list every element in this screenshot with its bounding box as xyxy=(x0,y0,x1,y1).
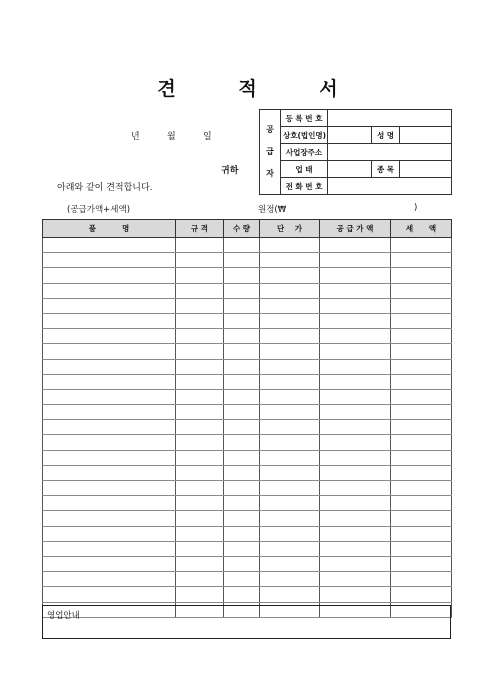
company-field[interactable] xyxy=(328,127,372,144)
table-cell[interactable] xyxy=(320,496,391,511)
table-cell[interactable] xyxy=(320,313,391,328)
table-cell[interactable] xyxy=(43,587,176,602)
table-cell[interactable] xyxy=(320,374,391,389)
table-cell[interactable] xyxy=(391,435,452,450)
table-cell[interactable] xyxy=(260,405,320,420)
table-cell[interactable] xyxy=(176,313,224,328)
table-cell[interactable] xyxy=(43,283,176,298)
table-cell[interactable] xyxy=(391,481,452,496)
table-cell[interactable] xyxy=(260,465,320,480)
table-cell[interactable] xyxy=(260,496,320,511)
date-day-label: 일 xyxy=(203,132,212,142)
table-cell[interactable] xyxy=(320,435,391,450)
total-close-paren: ) xyxy=(414,203,418,213)
table-cell[interactable] xyxy=(176,481,224,496)
header-unit-price: 단 가 xyxy=(260,220,320,238)
table-cell[interactable] xyxy=(320,298,391,313)
table-row xyxy=(43,526,452,541)
table-cell[interactable] xyxy=(391,268,452,283)
table-cell[interactable] xyxy=(260,283,320,298)
table-cell[interactable] xyxy=(43,374,176,389)
table-cell[interactable] xyxy=(176,526,224,541)
total-amount-label: (공급가액+세액) xyxy=(67,205,131,215)
table-cell[interactable] xyxy=(391,587,452,602)
table-cell[interactable] xyxy=(260,481,320,496)
table-cell[interactable] xyxy=(224,405,260,420)
table-row xyxy=(43,465,452,480)
table-cell[interactable] xyxy=(224,253,260,268)
table-cell[interactable] xyxy=(43,238,176,253)
table-cell[interactable] xyxy=(260,359,320,374)
table-cell[interactable] xyxy=(43,556,176,571)
table-cell[interactable] xyxy=(224,389,260,404)
table-cell[interactable] xyxy=(260,389,320,404)
table-cell[interactable] xyxy=(176,435,224,450)
table-cell[interactable] xyxy=(391,298,452,313)
table-row xyxy=(43,405,452,420)
table-cell[interactable] xyxy=(320,572,391,587)
table-cell[interactable] xyxy=(224,344,260,359)
table-row xyxy=(43,435,452,450)
table-cell[interactable] xyxy=(43,389,176,404)
table-row xyxy=(43,389,452,404)
table-cell[interactable] xyxy=(43,253,176,268)
recipient-suffix: 귀하 xyxy=(221,166,239,176)
address-label: 사업장주소 xyxy=(281,144,328,161)
table-row xyxy=(43,511,452,526)
table-cell[interactable] xyxy=(43,313,176,328)
table-row xyxy=(43,420,452,435)
table-row xyxy=(43,374,452,389)
table-cell[interactable] xyxy=(224,283,260,298)
table-cell[interactable] xyxy=(176,556,224,571)
biz-type-label: 업 태 xyxy=(281,161,328,178)
table-cell[interactable] xyxy=(320,283,391,298)
table-cell[interactable] xyxy=(391,496,452,511)
table-cell[interactable] xyxy=(176,344,224,359)
table-cell[interactable] xyxy=(43,420,176,435)
table-cell[interactable] xyxy=(260,268,320,283)
table-cell[interactable] xyxy=(224,313,260,328)
table-cell[interactable] xyxy=(391,526,452,541)
table-cell[interactable] xyxy=(176,329,224,344)
reg-no-field[interactable] xyxy=(328,110,452,127)
table-cell[interactable] xyxy=(176,511,224,526)
table-cell[interactable] xyxy=(176,420,224,435)
table-cell[interactable] xyxy=(260,344,320,359)
table-cell[interactable] xyxy=(224,268,260,283)
table-cell[interactable] xyxy=(224,329,260,344)
table-cell[interactable] xyxy=(43,541,176,556)
table-cell[interactable] xyxy=(391,329,452,344)
table-cell[interactable] xyxy=(176,572,224,587)
table-cell[interactable] xyxy=(43,405,176,420)
table-cell[interactable] xyxy=(176,253,224,268)
total-won-label: 원정(₩ xyxy=(258,205,287,215)
table-cell[interactable] xyxy=(43,511,176,526)
reg-no-label: 등 록 번 호 xyxy=(281,110,328,127)
table-cell[interactable] xyxy=(320,465,391,480)
supplier-side-char: 급 xyxy=(266,147,274,156)
table-cell[interactable] xyxy=(43,344,176,359)
table-cell[interactable] xyxy=(176,587,224,602)
table-cell[interactable] xyxy=(176,374,224,389)
table-cell[interactable] xyxy=(260,435,320,450)
items-table xyxy=(42,219,452,618)
table-cell[interactable] xyxy=(320,450,391,465)
table-cell[interactable] xyxy=(43,465,176,480)
table-row xyxy=(43,496,452,511)
table-cell[interactable] xyxy=(43,481,176,496)
table-cell[interactable] xyxy=(391,344,452,359)
table-cell[interactable] xyxy=(43,526,176,541)
biz-type-field[interactable] xyxy=(328,161,372,178)
header-spec: 규 격 xyxy=(176,220,224,238)
table-cell[interactable] xyxy=(224,238,260,253)
table-cell[interactable] xyxy=(43,268,176,283)
table-cell[interactable] xyxy=(224,541,260,556)
table-cell[interactable] xyxy=(176,450,224,465)
header-quantity: 수 량 xyxy=(224,220,260,238)
table-cell[interactable] xyxy=(391,313,452,328)
table-cell[interactable] xyxy=(176,268,224,283)
table-cell[interactable] xyxy=(224,526,260,541)
table-cell[interactable] xyxy=(320,268,391,283)
table-cell[interactable] xyxy=(224,572,260,587)
table-cell[interactable] xyxy=(320,329,391,344)
table-cell[interactable] xyxy=(176,359,224,374)
table-row xyxy=(43,298,452,313)
table-cell[interactable] xyxy=(260,238,320,253)
table-cell[interactable] xyxy=(43,329,176,344)
table-cell[interactable] xyxy=(320,541,391,556)
table-cell[interactable] xyxy=(260,556,320,571)
table-cell[interactable] xyxy=(391,238,452,253)
table-cell[interactable] xyxy=(176,389,224,404)
table-cell[interactable] xyxy=(43,450,176,465)
table-row xyxy=(43,238,452,253)
phone-field[interactable] xyxy=(328,178,452,195)
table-row xyxy=(43,587,452,602)
address-field[interactable] xyxy=(328,144,452,161)
supplier-side-label xyxy=(260,110,281,195)
table-cell[interactable] xyxy=(224,374,260,389)
table-cell[interactable] xyxy=(224,556,260,571)
table-cell[interactable] xyxy=(43,298,176,313)
table-cell[interactable] xyxy=(260,511,320,526)
table-cell[interactable] xyxy=(320,481,391,496)
table-cell[interactable] xyxy=(320,587,391,602)
table-cell[interactable] xyxy=(391,253,452,268)
table-cell[interactable] xyxy=(224,511,260,526)
table-row xyxy=(43,359,452,374)
table-cell[interactable] xyxy=(320,389,391,404)
table-cell[interactable] xyxy=(224,587,260,602)
document-title: 견 적 서 xyxy=(157,78,366,100)
table-cell[interactable] xyxy=(260,313,320,328)
notes-box[interactable] xyxy=(42,605,451,639)
items-body xyxy=(43,238,452,618)
table-cell[interactable] xyxy=(320,526,391,541)
table-cell[interactable] xyxy=(260,253,320,268)
table-cell[interactable] xyxy=(224,420,260,435)
header-tax: 세 액 xyxy=(391,220,452,238)
table-cell[interactable] xyxy=(320,344,391,359)
table-cell[interactable] xyxy=(320,556,391,571)
table-cell[interactable] xyxy=(224,481,260,496)
table-cell[interactable] xyxy=(43,496,176,511)
table-cell[interactable] xyxy=(391,511,452,526)
table-cell[interactable] xyxy=(260,298,320,313)
table-row xyxy=(43,329,452,344)
table-cell[interactable] xyxy=(176,541,224,556)
table-cell[interactable] xyxy=(391,359,452,374)
table-cell[interactable] xyxy=(391,283,452,298)
phone-label: 전 화 번 호 xyxy=(281,178,328,195)
table-cell[interactable] xyxy=(176,283,224,298)
table-cell[interactable] xyxy=(391,465,452,480)
table-cell[interactable] xyxy=(391,556,452,571)
table-cell[interactable] xyxy=(391,420,452,435)
date-month-label: 월 xyxy=(167,132,176,142)
biz-item-field[interactable] xyxy=(400,161,452,178)
biz-item-label: 종 목 xyxy=(372,161,400,178)
table-row xyxy=(43,253,452,268)
table-row xyxy=(43,481,452,496)
table-cell[interactable] xyxy=(260,374,320,389)
table-cell[interactable] xyxy=(391,374,452,389)
supplier-side-char: 공 xyxy=(266,125,274,134)
table-cell[interactable] xyxy=(260,541,320,556)
name-label: 성 명 xyxy=(372,127,400,144)
table-cell[interactable] xyxy=(260,587,320,602)
table-cell[interactable] xyxy=(391,405,452,420)
table-row xyxy=(43,541,452,556)
table-cell[interactable] xyxy=(320,253,391,268)
table-cell[interactable] xyxy=(320,359,391,374)
table-cell[interactable] xyxy=(391,450,452,465)
table-cell[interactable] xyxy=(43,435,176,450)
table-cell[interactable] xyxy=(260,420,320,435)
table-row xyxy=(43,313,452,328)
table-cell[interactable] xyxy=(224,359,260,374)
table-cell[interactable] xyxy=(391,389,452,404)
intro-text: 아래와 같이 견적합니다. xyxy=(57,183,153,193)
table-cell[interactable] xyxy=(176,496,224,511)
table-cell[interactable] xyxy=(43,572,176,587)
table-cell[interactable] xyxy=(260,450,320,465)
table-cell[interactable] xyxy=(224,435,260,450)
table-row xyxy=(43,572,452,587)
table-cell[interactable] xyxy=(176,238,224,253)
supplier-side-char: 자 xyxy=(266,169,274,178)
table-row xyxy=(43,450,452,465)
table-cell[interactable] xyxy=(320,511,391,526)
header-supply-amount: 공 급 가 액 xyxy=(320,220,391,238)
table-cell[interactable] xyxy=(391,572,452,587)
name-field[interactable] xyxy=(400,127,452,144)
table-cell[interactable] xyxy=(224,450,260,465)
table-row xyxy=(43,556,452,571)
company-label: 상호(법인명) xyxy=(281,127,328,144)
header-item-name: 품 명 xyxy=(43,220,176,238)
table-cell[interactable] xyxy=(176,465,224,480)
table-cell[interactable] xyxy=(43,359,176,374)
table-row xyxy=(43,268,452,283)
table-cell[interactable] xyxy=(260,329,320,344)
table-cell[interactable] xyxy=(320,405,391,420)
table-cell[interactable] xyxy=(260,526,320,541)
table-row xyxy=(43,283,452,298)
notes-label: 영업안내 xyxy=(47,611,80,621)
table-cell[interactable] xyxy=(260,572,320,587)
date-year-label: 년 xyxy=(131,132,140,142)
table-cell[interactable] xyxy=(176,405,224,420)
table-cell[interactable] xyxy=(224,298,260,313)
table-cell[interactable] xyxy=(320,420,391,435)
table-cell[interactable] xyxy=(320,238,391,253)
table-cell[interactable] xyxy=(176,298,224,313)
table-cell[interactable] xyxy=(224,465,260,480)
supplier-table xyxy=(259,109,452,195)
table-row xyxy=(43,344,452,359)
table-cell[interactable] xyxy=(391,541,452,556)
table-cell[interactable] xyxy=(224,496,260,511)
